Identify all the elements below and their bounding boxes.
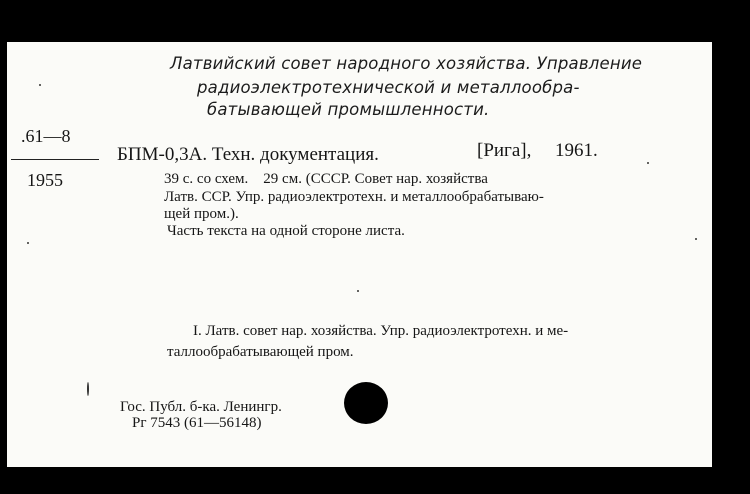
description-line-1: 39 с. со схем. 29 см. (СССР. Совет нар. хозяйства <box>164 171 488 187</box>
handwritten-heading-line-2: радиоэлектротехнической и металлообра- <box>197 78 580 97</box>
description-line-2: Латв. ССР. Упр. радиоэлектротехн. и металлообрабатываю- <box>164 189 544 205</box>
main-year: 1961. <box>555 140 598 161</box>
main-title: БПМ-0,3А. Техн. документация. <box>117 144 379 165</box>
punch-hole <box>344 382 388 424</box>
handwritten-heading-line-3: батывающей промышленности. <box>207 100 490 119</box>
main-place: [Рига], <box>477 140 532 161</box>
tracing-line-1: I. Латв. совет нар. хозяйства. Упр. радиоэлектротехн. и ме- <box>193 323 569 339</box>
handwritten-heading-line-1: Латвийский совет народного хозяйства. Управление <box>170 54 643 73</box>
call-number-divider <box>11 159 99 160</box>
description-line-4: Часть текста на одной стороне листа. <box>167 223 405 239</box>
scan-speck <box>87 382 89 396</box>
catalog-card <box>7 42 712 467</box>
call-number-bottom: 1955 <box>27 170 63 190</box>
scan-speck <box>357 290 359 292</box>
scan-speck <box>695 238 697 240</box>
library-number: Рг 7543 (61—56148) <box>132 415 262 431</box>
tracing-line-2: таллообрабатывающей пром. <box>167 344 354 360</box>
library-name: Гос. Публ. б-ка. Ленингр. <box>120 399 282 415</box>
scan-speck <box>27 242 29 244</box>
scan-speck <box>39 84 41 86</box>
description-line-3: щей пром.). <box>164 206 239 222</box>
scan-speck <box>647 162 649 164</box>
call-number-top: .61—8 <box>21 126 71 146</box>
